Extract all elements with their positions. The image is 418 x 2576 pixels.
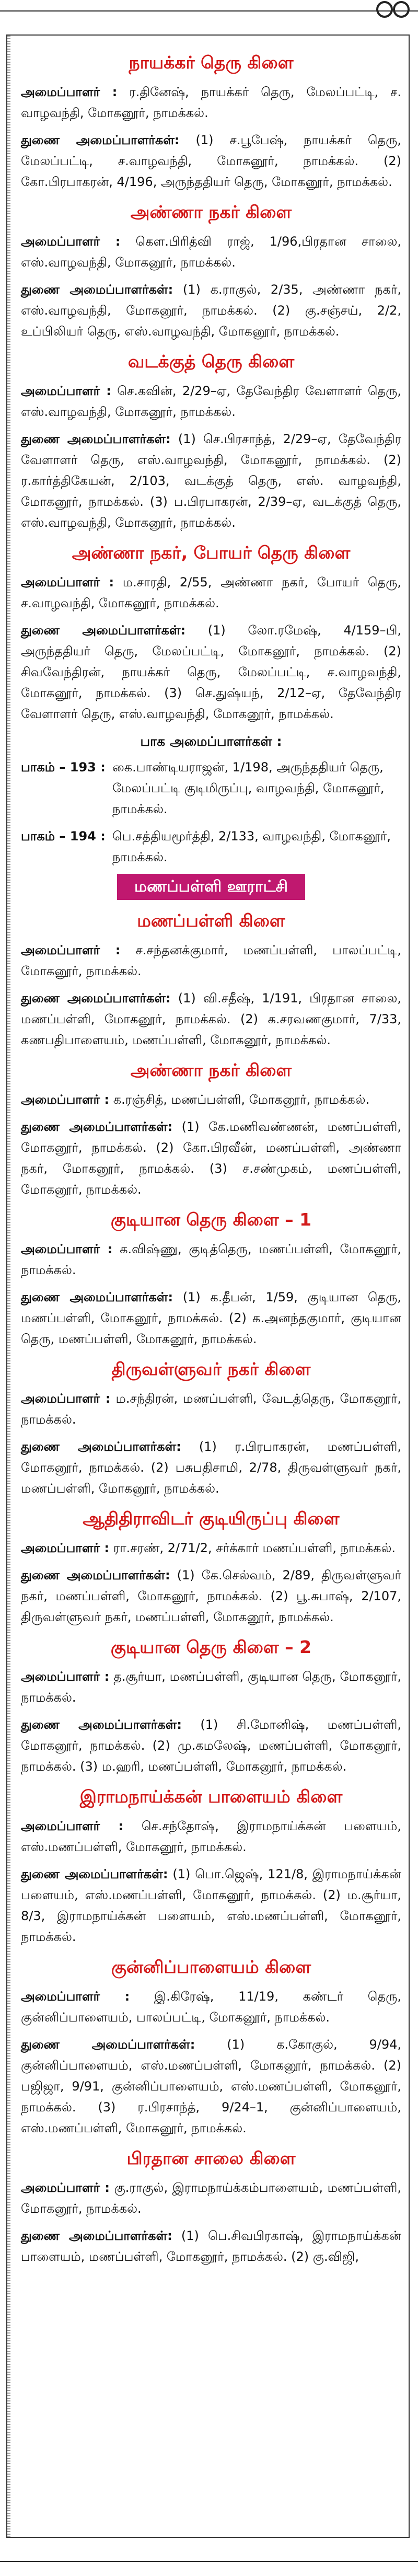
ward-number: பாகம் – 193 : bbox=[21, 760, 106, 775]
organizer-paragraph bbox=[21, 1089, 401, 1110]
role-label: துணை அமைப்பாளர்கள்: bbox=[21, 1290, 173, 1304]
ward-number: பாகம் – 194 : bbox=[21, 829, 106, 844]
panchayat-banner: மணப்பள்ளி ஊராட்சி bbox=[117, 874, 305, 900]
member-details: (1) சி.மோனிஷ், மணப்பள்ளி, மோகனூர், நாமக்கல். (2) மு.கமலேஷ், மணப்பள்ளி, மோகனூர், நாமக்கல். (3) ம.ஹரி, மணப்பள்ளி, மோகனூர், நாமக்கல். bbox=[21, 1717, 401, 1774]
branch-section bbox=[21, 1954, 401, 2139]
role-label: துணை அமைப்பாளர்கள்: bbox=[21, 2037, 195, 2052]
role-label: அமைப்பாளர் : bbox=[21, 1541, 110, 1555]
deputy-organizers-paragraph bbox=[21, 1436, 401, 1499]
branch-section bbox=[21, 1783, 401, 1947]
role-label: அமைப்பாளர் : bbox=[21, 384, 111, 398]
role-label: துணை அமைப்பாளர்கள்: bbox=[21, 2228, 172, 2243]
footer-rule bbox=[0, 2561, 418, 2562]
branch-section bbox=[21, 1634, 401, 1777]
role-label: துணை அமைப்பாளர்கள்: bbox=[21, 1439, 181, 1454]
ward-organizer: பெ.சத்தியமூர்த்தி, 2/133, வாழவந்தி, மோகனூர், நாமக்கல். bbox=[112, 829, 391, 864]
deputy-organizers-paragraph bbox=[21, 1714, 401, 1777]
branch-heading: குடியான தெரு கிளை – 1 bbox=[110, 1209, 312, 1230]
member-details: (1) கே.மணிவண்ணன், மணப்பள்ளி, மோகனூர், நாமக்கல். (2) கோ.பிரவீன், மணப்பள்ளி, அண்ணா நகர், மோகனூர், நாமக்கல். (3) ச.சண்முகம், மணப்பள்ளி, மோகனூர், நாமக்கல். bbox=[21, 1119, 402, 1197]
member-details: (1) செ.பிரசாந்த், 2/29–ஏ, தேவேந்திர வேளாளர் தெரு, எஸ்.வாழவந்தி, மோகனூர், நாமக்கல். (2) ர.கார்த்திகேயன், 2/103, வடக்குத் தெரு, எஸ். வாழவந்தி, மோகனூர், நாமக்கல். (3) ப.பிரபாகரன், 2/39–ஏ, வடக்குத் தெரு, எஸ்.வாழவந்தி, மோகனூர், நாமக்கல். bbox=[21, 432, 402, 530]
ward-row bbox=[21, 826, 401, 868]
member-details: க.விஷ்ணு, குடித்தெரு, மணப்பள்ளி, மோகனூர், நாமக்கல். bbox=[21, 1242, 401, 1277]
role-label: அமைப்பாளர் : bbox=[21, 1242, 113, 1256]
deputy-organizers-paragraph bbox=[21, 429, 401, 533]
member-details: (1) க.தீபன், 1/59, குடியான தெரு, மணப்பள்ளி, மோகனூர், நாமக்கல். (2) க.அனந்தகுமார், குடியான தெரு, மணப்பள்ளி, மோகனூர், நாமக்கல். bbox=[21, 1290, 402, 1346]
deputy-organizers-paragraph bbox=[21, 1116, 401, 1200]
organizer-paragraph bbox=[21, 1388, 401, 1430]
member-details: ர.தினேஷ், நாயக்கர் தெரு, மேலப்பட்டி, ச. வாழவந்தி, மோகனூர், நாமக்கல். bbox=[21, 85, 401, 120]
branch-heading: பிரதான சாலை கிளை bbox=[126, 2148, 296, 2168]
role-label: துணை அமைப்பாளர்கள்: bbox=[21, 1867, 168, 1881]
branch-section bbox=[21, 539, 401, 868]
organizer-paragraph bbox=[21, 1816, 401, 1857]
role-label: அமைப்பாளர் : bbox=[21, 1669, 110, 1684]
left-column-rule bbox=[7, 36, 10, 2537]
deputy-organizers-paragraph bbox=[21, 130, 401, 192]
organizer-paragraph bbox=[21, 82, 401, 123]
article-frame bbox=[6, 34, 410, 2538]
deputy-organizers-paragraph bbox=[21, 279, 401, 342]
organizer-paragraph bbox=[21, 1239, 401, 1280]
branch-heading: குடியான தெரு கிளை – 2 bbox=[110, 1637, 312, 1657]
branch-heading: குன்னிப்பாளையம் கிளை bbox=[111, 1957, 311, 1977]
deputy-organizers-paragraph bbox=[21, 1287, 401, 1349]
member-details: ரா.சரண், 2/71/2, சர்க்கார் மணப்பள்ளி, நாமக்கல். bbox=[109, 1541, 396, 1555]
role-label: துணை அமைப்பாளர்கள்: bbox=[21, 432, 171, 446]
role-label: துணை அமைப்பாளர்கள்: bbox=[21, 133, 180, 147]
role-label: அமைப்பாளர் : bbox=[21, 1092, 110, 1107]
deputy-organizers-paragraph bbox=[21, 2034, 401, 2139]
ward-row bbox=[21, 757, 401, 819]
member-details: (1) ச.பூபேஷ், நாயக்கர் தெரு, மேலப்பட்டி, ச.வாழவந்தி, மோகனூர், நாமக்கல். (2) கோ.பிரபாகரன், 4/196, அருந்ததியர் தெரு, மோகனூர், நாமக்கல். bbox=[21, 133, 401, 189]
organizer-paragraph bbox=[21, 231, 401, 273]
member-details: (1) க.கோகுல், 9/94, குன்னிப்பாளையம், எஸ்.மணப்பள்ளி, மோகனூர், நாமக்கல். (2) பஜிஜா, 9/91, குன்னிப்பாளையம், எஸ்.மணப்பள்ளி, மோகனூர், நாமக்கல். (3) ர.பிரசாந்த், 9/24–1, குன்னிப்பாளையம், எஸ்.மணப்பள்ளி, மோகனூர், நாமக்கல். bbox=[21, 2037, 402, 2135]
organizer-paragraph bbox=[21, 1538, 401, 1558]
deputy-organizers-paragraph bbox=[21, 1864, 401, 1947]
member-details: (1) லோ.ரமேஷ், 4/159–பி, அருந்ததியர் தெரு, மேலப்பட்டி, மோகனூர், நாமக்கல். (2) சிவவேந்திரன், நாயக்கர் தெரு, மேலப்பட்டி, ச.வாழவந்தி, மோகனூர், நாமக்கல். (3) செ.துஷ்யந், 2/12–ஏ, தேவேந்திர வேளாளர் தெரு, எஸ்.வாழவந்தி, மோகனூர், நாமக்கல். bbox=[21, 623, 402, 721]
branch-heading: அண்ணா நகர் கிளை bbox=[130, 1060, 292, 1080]
branch-section bbox=[21, 1356, 401, 1499]
member-details: இ.கிரேஷ், 11/19, கண்டர் தெரு, குன்னிப்பாளையம், பாலப்பட்டி, மோகனூர், நாமக்கல். bbox=[21, 1989, 401, 2025]
branch-heading: வடக்குத் தெரு கிளை bbox=[127, 351, 295, 372]
branch-section bbox=[21, 1206, 401, 1349]
role-label: அமைப்பாளர் : bbox=[21, 234, 121, 249]
role-label: அமைப்பாளர் : bbox=[21, 943, 121, 957]
member-details: ம.சந்திரன், மணப்பள்ளி, வேடத்தெரு, மோகனூர், நாமக்கல். bbox=[21, 1391, 401, 1427]
member-details: (1) கே.செல்வம், 2/89, திருவள்ளுவர் நகர், மணப்பள்ளி, மோகனூர், நாமக்கல். (2) பூ.சுபாஷ், 2/107, திருவள்ளுவர் நகர், மணப்பள்ளி, மோகனூர், நாமக்கல். bbox=[21, 1568, 402, 1624]
member-details: த.சூர்யா, மணப்பள்ளி, குடியான தெரு, மோகனூர், நாமக்கல். bbox=[21, 1669, 401, 1705]
role-label: துணை அமைப்பாளர்கள்: bbox=[21, 1119, 173, 1134]
deputy-organizers-paragraph bbox=[21, 2225, 401, 2267]
branch-section bbox=[21, 2145, 401, 2267]
deputy-organizers-paragraph bbox=[21, 1565, 401, 1627]
branch-heading: மணப்பள்ளி கிளை bbox=[137, 910, 285, 931]
member-details: (1) பொ.ஜெஷ், 121/8, இராமநாய்க்கன் பளையம், எஸ்.மணப்பள்ளி, மோகனூர், நாமக்கல். (2) ம.சூர்யா, 8/3, இராமநாய்க்கன் பளையம், எஸ்.மணப்பள்ளி, மோகனூர், நாமக்கல். bbox=[21, 1867, 402, 1944]
role-label: அமைப்பாளர் : bbox=[21, 1989, 130, 2004]
role-label: அமைப்பாளர் : bbox=[21, 85, 118, 99]
role-label: துணை அமைப்பாளர்கள்: bbox=[21, 1717, 182, 1732]
branch-section bbox=[21, 1505, 401, 1627]
corner-logo-icon bbox=[375, 0, 412, 31]
role-label: அமைப்பாளர் : bbox=[21, 1391, 111, 1406]
deputy-organizers-paragraph bbox=[21, 620, 401, 724]
member-details: (1) பெ.சிவபிரகாஷ், இராமநாய்க்கன் பாளையம், மணப்பள்ளி, மோகனூர், நாமக்கல். (2) கு.விஜி, bbox=[21, 2228, 401, 2264]
member-details: ம.சாரதி, 2/55, அண்ணா நகர், போயர் தெரு, ச.வாழவந்தி, மோகனூர், நாமக்கல். bbox=[21, 575, 402, 610]
branch-section bbox=[21, 348, 401, 533]
organizer-paragraph bbox=[21, 380, 401, 422]
organizer-paragraph bbox=[21, 2177, 401, 2219]
role-label: அமைப்பாளர் : bbox=[21, 1819, 124, 1833]
role-label: துணை அமைப்பாளர்கள்: bbox=[21, 1568, 170, 1582]
ward-organizers-heading: பாக அமைப்பாளர்கள் : bbox=[140, 734, 282, 749]
article-content bbox=[21, 45, 401, 2273]
member-details: க.ரஞ்சித், மணப்பள்ளி, மோகனூர், நாமக்கல். bbox=[109, 1092, 370, 1107]
member-details: ச.சந்தனக்குமார், மணப்பள்ளி, பாலப்பட்டி, மோகனூர், நாமக்கல். bbox=[21, 943, 401, 978]
organizer-paragraph bbox=[21, 940, 401, 981]
member-details: (1) க.ராகுல், 2/35, அண்ணா நகர், எஸ்.வாழவந்தி, மோகனூர், நாமக்கல். (2) கு.சஞ்சய், 2/2, உப்பிலியர் தெரு, எஸ்.வாழவந்தி, மோகனூர், நாமக்கல். bbox=[21, 282, 402, 339]
branch-heading: அண்ணா நகர் கிளை bbox=[130, 202, 292, 222]
branch-heading: நாயக்கர் தெரு கிளை bbox=[129, 52, 294, 73]
deputy-organizers-paragraph bbox=[21, 988, 401, 1050]
member-details: கு.ராகுல், இராமநாய்க்கம்பாளையம், மணப்பள்ளி, மோகனூர், நாமக்கல். bbox=[21, 2180, 401, 2216]
branch-section bbox=[21, 49, 401, 192]
member-details: செ.சந்தோஷ், இராமநாய்க்கன் பளையம், எஸ்.மணப்பள்ளி, மோகனூர், நாமக்கல். bbox=[21, 1819, 401, 1854]
member-details: (1) வி.சதீஷ், 1/191, பிரதான சாலை, மணப்பள்ளி, மோகனூர், நாமக்கல். (2) க.சரவணகுமார், 7/33, கணபதிபாளையம், மணப்பள்ளி, மோகனூர், நாமக்கல். bbox=[21, 991, 401, 1047]
header-rule bbox=[0, 10, 418, 11]
branch-section bbox=[21, 199, 401, 342]
organizer-paragraph bbox=[21, 1666, 401, 1708]
role-label: துணை அமைப்பாளர்கள்: bbox=[21, 991, 171, 1006]
organizer-paragraph bbox=[21, 1986, 401, 2028]
branch-section bbox=[21, 1057, 401, 1200]
role-label: துணை அமைப்பாளர்கள்: bbox=[21, 282, 173, 297]
role-label: துணை அமைப்பாளர்கள்: bbox=[21, 623, 186, 638]
organizer-paragraph bbox=[21, 572, 401, 614]
role-label: அமைப்பாளர் : bbox=[21, 2180, 110, 2195]
branch-heading: அண்ணா நகர், போயர் தெரு கிளை bbox=[72, 542, 351, 563]
branch-section bbox=[21, 874, 401, 1050]
branch-heading: இராமநாய்க்கன் பாளையம் கிளை bbox=[79, 1786, 343, 1807]
branch-heading: ஆதிதிராவிடர் குடியிருப்பு கிளை bbox=[83, 1508, 340, 1529]
ward-organizer: கை.பாண்டியராஜன், 1/198, அருந்ததியர் தெரு, மேலப்பட்டி குடிமிருப்பு, வாழவந்தி, மோகனூர், நாமக்கல். bbox=[112, 760, 385, 816]
branch-heading: திருவள்ளுவர் நகர் கிளை bbox=[111, 1359, 311, 1379]
member-details: செ.கவின், 2/29–ஏ, தேவேந்திர வேளாளர் தெரு, எஸ்.வாழவந்தி, மோகனூர், நாமக்கல். bbox=[21, 384, 401, 419]
page-header-strip bbox=[0, 0, 418, 32]
member-details: கௌ.பிரித்வி ராஜ், 1/96,பிரதான சாலை, எஸ்.வாழவந்தி, மோகனூர், நாமக்கல். bbox=[21, 234, 401, 270]
role-label: அமைப்பாளர் : bbox=[21, 575, 114, 590]
member-details: (1) ர.பிரபாகரன், மணப்பள்ளி, மோகனூர், நாமக்கல். (2) பசுபதிசாமி, 2/78, திருவள்ளுவர் நகர், மணப்பள்ளி, மோகனூர், நாமக்கல். bbox=[21, 1439, 401, 1496]
